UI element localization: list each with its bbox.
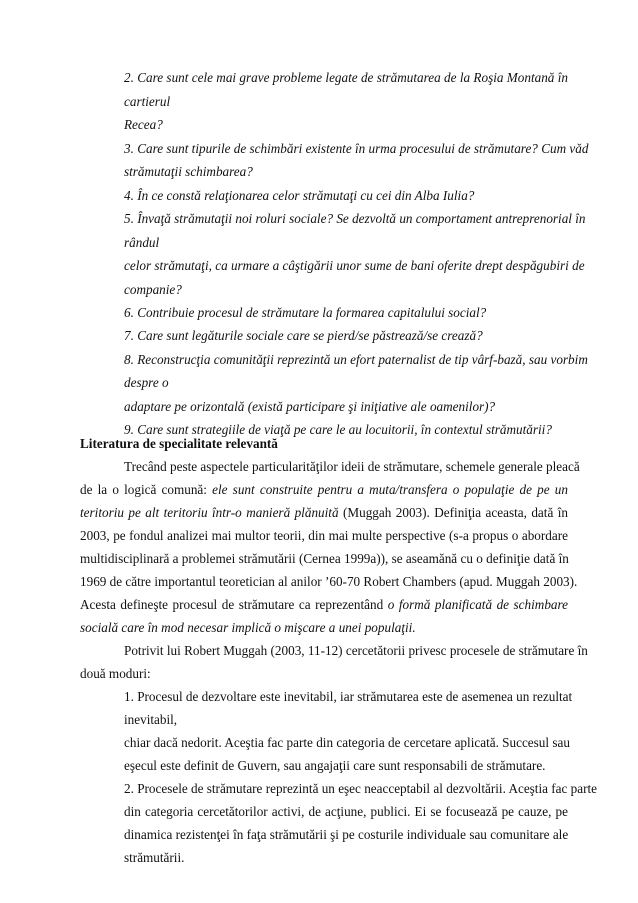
question-line: 9. Care sunt strategiile de viaţă pe care le au locuitorii, în contextul strămutării? — [124, 422, 552, 437]
question-line: 8. Reconstrucţia comunităţii reprezintă un efort paternalist de tip vârf-bază, sau vorbim — [124, 352, 588, 367]
paragraph-line: multidisciplinară a problemei strămutării (Cernea 1999a)), se aseamănă cu o definiţie dată în — [80, 551, 569, 566]
question-line: celor strămutaţi, ca urmare a câştigării unor sume de bani oferite drept despăgubiri de — [124, 258, 585, 273]
paragraph-line: socială care în mod necesar implică o mişcare a unei populaţii. — [80, 620, 416, 635]
paragraph-line: 1969 de către importantul teoretician al anilor ’60-70 Robert Chambers (apud. Muggah 2003). — [80, 574, 578, 589]
paragraph-line: două moduri: — [80, 666, 151, 681]
question-line: despre o — [124, 375, 169, 390]
section-heading: Literatura de specialitate relevantă — [80, 436, 278, 451]
paragraph-line: Potrivit lui Robert Muggah (2003, 11-12) cercetătorii privesc procesele de strămutare în — [124, 643, 588, 658]
list-item-line: 2. Procesele de strămutare reprezintă un eşec neacceptabil al dezvoltării. Aceştia fac parte — [124, 781, 598, 796]
question-line: companie? — [124, 282, 182, 297]
question-line: 6. Contribuie procesul de strămutare la formarea capitalului social? — [124, 305, 487, 320]
question-line: rândul — [124, 235, 160, 250]
question-line: 4. În ce constă relaţionarea celor strămutaţi cu cei din Alba Iulia? — [124, 188, 475, 203]
list-item-line: din categoria cercetătorilor activi, de acţiune, publici. Ei se focusează pe cauze, pe — [124, 804, 568, 819]
list-item-line: strămutării. — [124, 850, 185, 865]
question-line: strămutaţii schimbarea? — [124, 164, 253, 179]
question-line: Recea? — [124, 117, 163, 132]
paragraph-line: 2003, pe fondul analizei mai multor teorii, din mai multe perspective (s-a propus o abordare — [80, 528, 568, 543]
question-line: 2. Care sunt cele mai grave probleme legate de strămutarea de la Roşia Montană în — [124, 70, 568, 85]
paragraph-line: Acesta defineşte procesul de strămutare ca reprezentând o formă planificată de schimbare — [80, 597, 568, 612]
question-line: 5. Învaţă strămutaţii noi roluri sociale? Se dezvoltă un comportament antreprenorial în — [124, 211, 586, 226]
list-item-line: chiar dacă nedorit. Aceştia fac parte din categoria de cercetare aplicată. Succesul sau — [124, 735, 570, 750]
list-item-line: inevitabil, — [124, 712, 178, 727]
list-item-line: eşecul este definit de Guvern, sau angajaţii care sunt responsabili de strămutare. — [124, 758, 546, 773]
question-line: cartierul — [124, 94, 171, 109]
paragraph-line: Trecând peste aspectele particularităţilor ideii de strămutare, schemele generale pleacă — [124, 459, 580, 474]
question-line: 3. Care sunt tipurile de schimbări existente în urma procesului de strămutare? Cum văd — [124, 141, 589, 156]
paragraph-line: de la o logică comună: ele sunt construite pentru a muta/transfera o populaţie de pe un — [80, 482, 568, 497]
question-line: adaptare pe orizontală (există participare şi iniţiative ale oamenilor)? — [124, 399, 496, 414]
list-item-line: dinamica rezistenţei în faţa strămutării şi pe costurile individuale sau comunitare ale — [124, 827, 569, 842]
paragraph-line: teritoriu pe alt teritoriu într-o manieră plănuită (Muggah 2003). Definiţia aceasta, dată în — [80, 505, 568, 520]
question-line: 7. Care sunt legăturile sociale care se pierd/se păstrează/se crează? — [124, 328, 483, 343]
list-item-line: 1. Procesul de dezvoltare este inevitabil, iar strămutarea este de asemenea un rezultat — [124, 689, 573, 704]
